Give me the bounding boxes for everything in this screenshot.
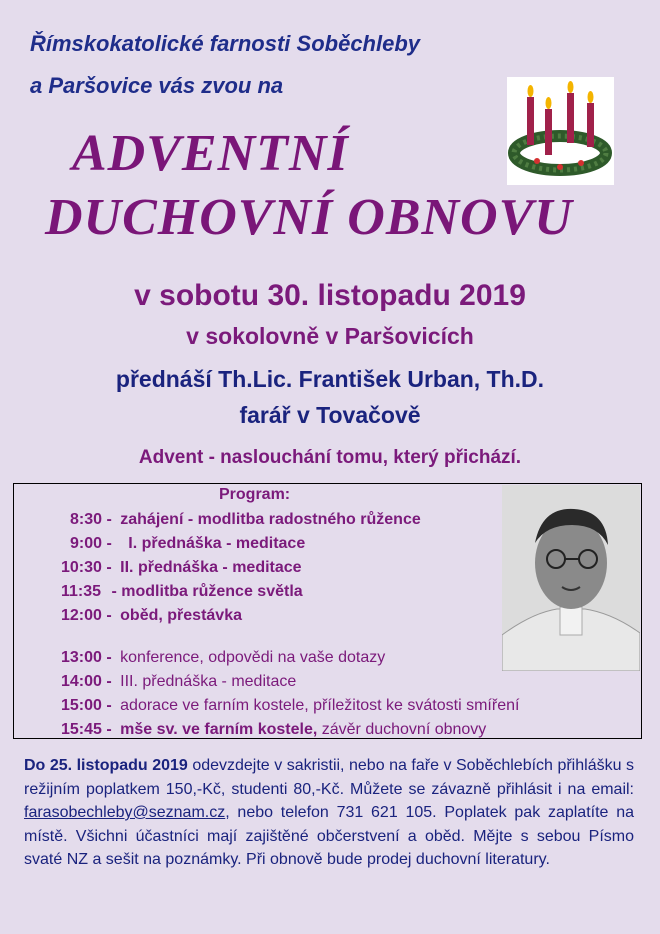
event-date: v sobotu 30. listopadu 2019 [134, 279, 526, 312]
program-text: I. přednáška - meditace [128, 535, 306, 552]
main-title-line-1: ADVENTNÍ [72, 125, 349, 182]
program-item [61, 583, 303, 601]
program-time: 15:00 - [61, 697, 112, 714]
program-text: konference, odpovědi na vaše dotazy [120, 649, 386, 666]
registration-deadline: Do 25. listopadu 2019 [24, 757, 188, 774]
program-item [61, 559, 302, 577]
program-time: 13:00 - [61, 649, 112, 666]
intro-line-1: Římskokatolické farnosti Soběchleby [30, 31, 421, 56]
program-time: 14:00 - [61, 673, 112, 690]
program-text: II. přednáška - meditace [120, 559, 302, 576]
event-venue: v sokolovně v Paršovicích [186, 323, 474, 349]
program-text: III. přednáška - meditace [120, 673, 297, 690]
program-time: 11:35 [61, 583, 102, 600]
intro-line-2: a Paršovice vás zvou na [30, 73, 284, 98]
advent-wreath-icon [507, 77, 614, 185]
program-text: oběd, přestávka [120, 607, 242, 624]
event-motto: Advent - naslouchání tomu, který přichází. [138, 447, 522, 468]
program-item [61, 649, 385, 667]
program-item [61, 721, 486, 739]
speaker-photo [502, 485, 640, 671]
program-text: zahájení - modlitba radostného růžence [120, 511, 421, 528]
program-item [61, 697, 519, 715]
program-time: 8:30 - [70, 511, 112, 528]
program-item [70, 535, 305, 553]
program-item [61, 607, 242, 625]
program-time: 10:30 - [61, 559, 112, 576]
program-item [70, 511, 421, 529]
email-link[interactable]: farasobechleby@seznam.cz [24, 804, 226, 821]
program-text: - modlitba růžence světla [111, 583, 303, 600]
program-text: adorace ve farním kostele, příležitost ke svátosti smíření [120, 697, 520, 714]
program-text-bold: mše sv. ve farním kostele, [120, 721, 318, 738]
speaker-portrait-icon [502, 485, 640, 671]
program-text: závěr duchovní obnovy [321, 721, 487, 738]
speaker-parish: farář v Tovačově [239, 402, 421, 428]
program-time: 12:00 - [61, 607, 112, 624]
registration-text-1: odevzdejte v sakristii, nebo na faře v Soběchlebích přihlášku s režijním poplatkem 150,-Kč, studenti 80,-Kč. Můžete se závazně přihlásit i na email: [24, 757, 634, 798]
registration-text-2: , nebo telefon 731 621 105. Poplatek pak zaplatíte na místě. Všichni účastníci mají zajištěné občerstvení a oběd. Mějte s sebou Písmo svaté NZ a sešit na poznámky. Při obnově bude prodej duchovní literatury. [24, 804, 634, 868]
program-title: Program: [219, 486, 291, 503]
program-time: 9:00 - [70, 535, 112, 552]
advent-wreath-image [507, 77, 614, 185]
registration-info [24, 754, 634, 872]
event-speaker: přednáší Th.Lic. František Urban, Th.D. [115, 366, 545, 392]
program-time: 15:45 - [61, 721, 112, 738]
program-item [61, 673, 296, 691]
main-title-line-2: DUCHOVNÍ OBNOVU [45, 189, 573, 246]
